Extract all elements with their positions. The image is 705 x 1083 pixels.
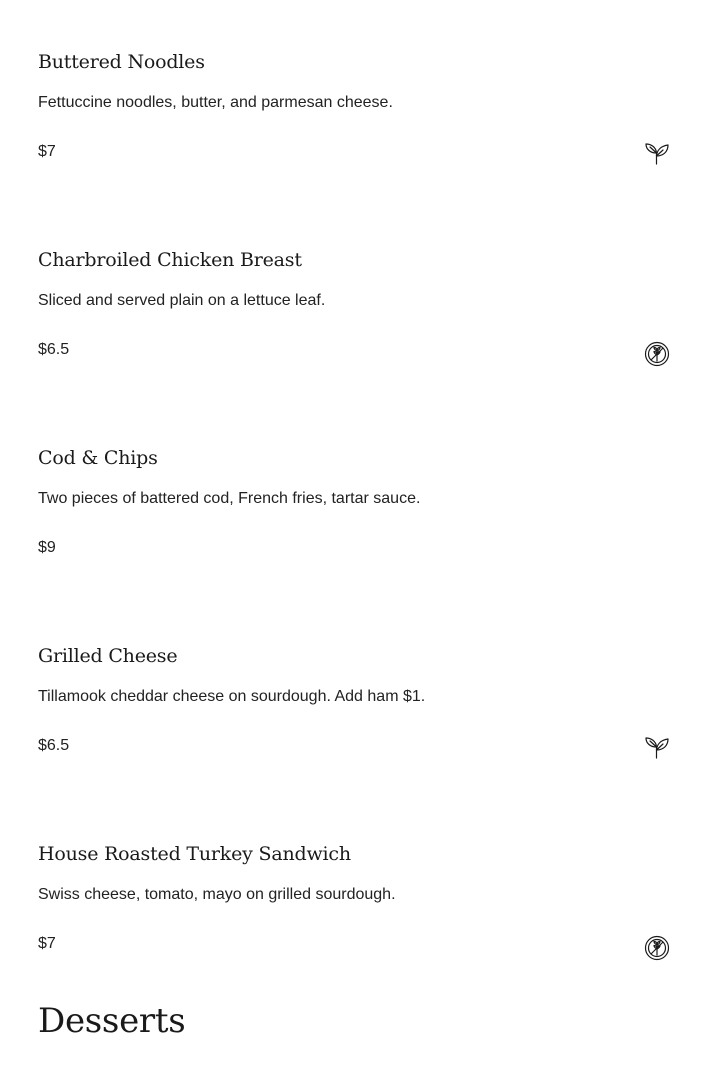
- item-title: Cod & Chips: [38, 447, 158, 469]
- vegetarian-sprout-icon: [644, 734, 670, 760]
- menu-item: [38, 50, 670, 190]
- item-description: Two pieces of battered cod, French fries, tartar sauce.: [38, 490, 421, 507]
- item-title: House Roasted Turkey Sandwich: [38, 843, 351, 865]
- item-title: Charbroiled Chicken Breast: [38, 249, 302, 271]
- item-description: Fettuccine noodles, butter, and parmesan cheese.: [38, 94, 393, 111]
- item-description: Sliced and served plain on a lettuce leaf.: [38, 292, 326, 309]
- section-heading-desserts: Desserts: [38, 1001, 186, 1041]
- item-title: Buttered Noodles: [38, 51, 205, 73]
- menu-item: [38, 644, 670, 784]
- item-description: Tillamook cheddar cheese on sourdough. Add ham $1.: [38, 688, 426, 705]
- gluten-free-icon: [644, 341, 670, 367]
- item-price: $9: [38, 539, 56, 556]
- item-price: $7: [38, 935, 56, 952]
- menu-item: [38, 842, 670, 982]
- item-title: Grilled Cheese: [38, 645, 178, 667]
- menu-item: [38, 248, 670, 388]
- menu-item: [38, 446, 670, 586]
- item-price: $6.5: [38, 737, 70, 754]
- item-price: $6.5: [38, 341, 70, 358]
- gluten-free-icon: [644, 935, 670, 961]
- item-price: $7: [38, 143, 56, 160]
- vegetarian-sprout-icon: [644, 140, 670, 166]
- item-description: Swiss cheese, tomato, mayo on grilled sourdough.: [38, 886, 396, 903]
